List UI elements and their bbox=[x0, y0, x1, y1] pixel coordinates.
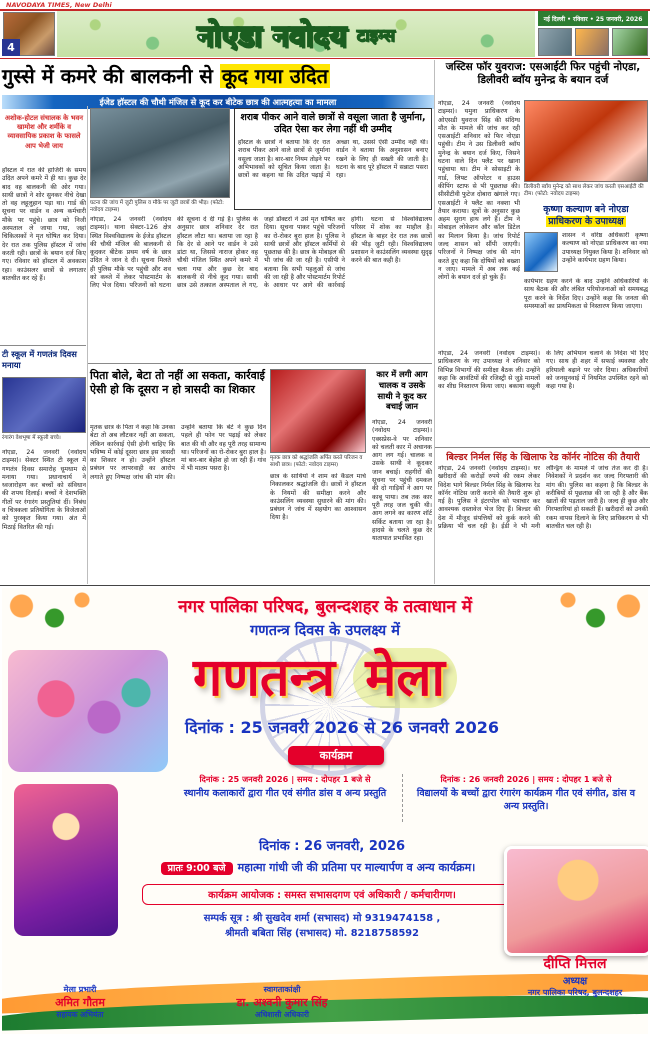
justice-photo bbox=[524, 100, 648, 182]
brand-line: NAVODAYA TIMES, New Delhi bbox=[6, 1, 112, 9]
justice-headline: जस्टिस फॉर युवराज: एसआईटी फिर पहुंची नोएडा, डिलीवरी ब्वॉय मुनेन्द्र के बयान दर्ज bbox=[445, 61, 641, 87]
section-divider-mid bbox=[88, 363, 432, 364]
chairperson-block bbox=[504, 954, 646, 998]
signatory-mid bbox=[202, 984, 362, 1020]
builder-headline: बिल्डर निर्मल सिंह के खिलाफ रेड कॉर्नर नोटिस की तैयारी bbox=[446, 452, 640, 463]
program-day1-text: स्थानीय कलाकारों द्वारा गीत एवं संगीत डांस व अन्य प्रस्तुति bbox=[183, 788, 387, 799]
school-caption: रंगारंग वेशभूषा में स्कूली बच्चे। bbox=[2, 435, 61, 441]
registration-group-1 bbox=[24, 1035, 42, 1043]
masthead-thumb-1 bbox=[538, 28, 572, 56]
masthead-subtitle: टाइम्स bbox=[356, 25, 396, 46]
chairperson-role: अध्यक्ष bbox=[562, 976, 588, 987]
advertisement bbox=[2, 588, 648, 1034]
krishna-headline bbox=[524, 204, 648, 228]
masthead-thumb-2 bbox=[575, 28, 609, 56]
masthead-rule bbox=[0, 58, 650, 59]
ad-program-badge: कार्यक्रम bbox=[288, 746, 384, 765]
krishna-photo bbox=[524, 232, 558, 272]
ad-day2-time-badge: प्रातः 9:00 बजे bbox=[161, 862, 233, 875]
program-day1 bbox=[174, 774, 396, 800]
right-column-body: नोएडा, 24 जनवरी (नवोदय टाइम्स)। प्राधिकरण के नए उपाध्यक्ष ने शनिवार को विभिन्न विभागों की समीक्षा बैठक ली। उन्होंने कहा कि आवंटियों की रजिस्ट्री से जुड़े मामलों का शीघ्र निस्तारण किया जाए। बकाया वसूली के लिए अभियान चलाने के निर्देश भी दिए गए। साथ ही शहर में सफाई व्यवस्था और हरियाली बढ़ाने पर जोर दिया। अधिकारियों को जनसुनवाई में नियमित उपस्थित रहने को कहा गया है। bbox=[438, 350, 648, 391]
column-rule-right bbox=[434, 60, 435, 584]
krishna-body-2: कार्यभार ग्रहण करने के बाद उन्होंने अधिकारियों के साथ बैठक की और लंबित परियोजनाओं को समयबद्ध पूरा करने के निर्देश दिए। उन्होंने कहा कि जनता की समस्याओं का प्राथमिकता से निस्तारण किया जाएगा। bbox=[524, 278, 648, 310]
registration-group-3 bbox=[305, 1035, 332, 1043]
lead-subhead-bar: ईजेड हॉस्टल की चौथी मंजिल से कूद कर बीटेक छात्र की आत्महत्या का मामला bbox=[2, 95, 434, 109]
ad-organizer-line: नगर पालिका परिषद, बुलन्दशहर के तत्वाधान में bbox=[178, 597, 472, 617]
memorial-caption: मृतक छात्र को श्रद्धांजलि अर्पित करते परिजन व साथी छात्र। (फोटो: नवोदय टाइम्स) bbox=[270, 455, 363, 468]
masthead-title: नोएडा नवोदय bbox=[196, 18, 347, 54]
krishna-body: शासन ने वरिष्ठ अधिकारी कृष्णा कल्याण को नोएडा प्राधिकरण का नया उपाध्यक्ष नियुक्त किया है। शनिवार को उन्होंने कार्यभार ग्रहण किया। bbox=[562, 232, 648, 264]
ad-organizer-box: कार्यक्रम आयोजक : समस्त सभासदगण एवं अधिकारी / कर्मचारीगण। bbox=[142, 884, 522, 905]
ad-day2-row bbox=[98, 856, 538, 875]
school-body: नोएडा, 24 जनवरी (नवोदय टाइम्स)। सेक्टर स्थित टी स्कूल में गणतंत्र दिवस समारोह धूमधाम से मनाया गया। प्रधानाचार्य ने ध्वजारोहण कर बच्चों को संविधान की शपथ दिलाई। बच्चों ने देशभक्ति गीतों पर रंगारंग प्रस्तुतियां दीं। निबंध व चित्रकला प्रतियोगिता के विजेताओं को पुरस्कृत किया गया। अंत में मिठाई वितरित की गई। bbox=[2, 449, 86, 531]
rail-body: हॉस्टल में रात की हाजिरी के समय उदित अपने कमरे में ही था। कुछ देर बाद वह बालकनी की ओर गया। साथी छात्रों ने शोर सुनकर नीचे देखा तो वह लहूलुहान पड़ा था। गार्ड की सूचना पर वार्डन व अन्य कर्मचारी मौके पर पहुंचे। छात्र को निजी अस्पताल ले जाया गया, जहां चिकित्सकों ने मृत घोषित कर दिया। देर रात तक पुलिस हॉस्टल में जांच करती रही। छात्रों के बयान दर्ज किए गए। रविवार को हॉस्टल में अवकाश रहा। काउंसलर छात्रों से लगातार बातचीत कर रहे हैं। bbox=[2, 167, 86, 282]
car-body: नोएडा, 24 जनवरी (नवोदय टाइम्स)। एक्सप्रेस-वे पर शनिवार को चलती कार में अचानक आग लग गई। चालक व उसके साथी ने कूदकर जान बचाई। राहगीरों की सूचना पर पहुंची दमकल की दो गाड़ियों ने आग पर काबू पाया। तब तक कार पूरी तरह जल चुकी थी। आग लगने का कारण शॉर्ट सर्किट बताया जा रहा है। हादसे के चलते कुछ देर यातायात प्रभावित रहा। bbox=[372, 419, 432, 543]
ad-day2-text: महात्मा गांधी जी की प्रतिमा पर माल्यार्पण व अन्य कार्यक्रम। bbox=[237, 861, 476, 874]
top-strip bbox=[0, 0, 650, 11]
fine-box-body: हॉस्टल के छात्रों ने बताया कि देर रात शराब पीकर आने वाले छात्रों से जुर्माना वसूला जाता है। बार-बार नियम तोड़ने पर अभिभावकों को सूचित किया जाता है। छात्रों का कहना था कि उदित पढ़ाई में अच्छा था, उससे ऐसी उम्मीद नहीं थी। वार्डन ने बताया कि अनुशासन बनाए रखने के लिए ही सख्ती की जाती है। घटना के बाद पूरे हॉस्टल में सन्नाटा पसरा रहा। bbox=[238, 139, 428, 180]
ad-contact-line2: श्रीमती बबिता सिंह (सभासद) मो. 8218758592 bbox=[225, 927, 419, 939]
program-divider bbox=[402, 774, 403, 822]
school-headline: टी स्कूल में गणतंत्र दिवस मनाया bbox=[2, 349, 77, 370]
registration-group-5 bbox=[590, 1035, 617, 1043]
memorial-photo bbox=[270, 369, 366, 453]
registration-group-2 bbox=[150, 1035, 177, 1043]
rail-divider bbox=[0, 345, 86, 346]
lead-headline-highlight: कूद गया उदित bbox=[221, 64, 328, 88]
ad-divider bbox=[0, 585, 650, 586]
group-dance-photo bbox=[8, 650, 168, 772]
lead-headline-text: गुस्से में कमरे की बालकनी से bbox=[2, 64, 220, 88]
ad-contact bbox=[112, 912, 532, 941]
signatory-left-role: मेला प्रभारी bbox=[63, 985, 97, 994]
program-day2-date: दिनांक : 26 जनवरी 2026 | समय : दोपहर 1 बजे से bbox=[440, 774, 612, 784]
krishna-headline-line1: कृष्णा कल्याण बने नोएडा bbox=[543, 204, 629, 215]
signatory-mid-role: स्वागताकांक्षी bbox=[263, 985, 301, 994]
program-day1-date: दिनांक : 25 जनवरी 2026 | समय : दोपहर 1 बजे से bbox=[199, 774, 371, 784]
ad-day2-heading: दिनांक : 26 जनवरी, 2026 bbox=[258, 839, 406, 854]
justice-caption: डिलीवरी ब्वॉय मुनेन्द्र को साथ लेकर जांच करती एसआईटी की टीम। (फोटो: नवोदय टाइम्स) bbox=[524, 184, 644, 197]
ad-occasion-line: गणतन्त्र दिवस के उपलक्ष्य में bbox=[250, 623, 400, 639]
chairperson-name: दीप्ति मित्तल bbox=[543, 956, 607, 972]
registration-group-4 bbox=[470, 1035, 488, 1043]
fine-box-headline: शराब पीकर आने वाले छात्रों से वसूला जाता है जुर्माना, उदित ऐसा कर लेगा नहीं थी उम्मीद bbox=[240, 112, 426, 136]
crowd-photo bbox=[90, 108, 230, 198]
lead-headline bbox=[2, 62, 434, 92]
chairperson-org: नगर पालिका परिषद, बुलन्दशहर bbox=[527, 988, 623, 997]
signatory-mid-title: अधिशासी अधिकारी bbox=[255, 1010, 309, 1019]
dateline-bar: नई दिल्ली • रविवार • 25 जनवरी, 2026 bbox=[538, 11, 648, 26]
pita-headline: पिता बोले, बेटा तो नहीं आ सकता, कार्रवाई ऐसी हो कि दूसरा न हो त्रासदी का शिकार bbox=[90, 369, 265, 397]
pita-body-2: छात्र के साथियों ने शाम को कैंडल मार्च निकालकर श्रद्धांजलि दी। छात्रों ने हॉस्टल के नियमों की समीक्षा करने और काउंसलिंग व्यवस्था सुधारने की मांग की। प्रबंधन ने जांच में सहयोग का आश्वासन दिया है। bbox=[270, 473, 366, 522]
ad-contact-line1: सम्पर्क सूत्र : श्री सुखदेव शर्मा (सभासद) मो 9319474158 , bbox=[203, 913, 441, 924]
pita-body: मृतक छात्र के पिता ने कहा कि उनका बेटा तो अब लौटकर नहीं आ सकता, लेकिन कार्रवाई ऐसी होनी चाहिए कि भविष्य में कोई दूसरा छात्र इस त्रासदी का शिकार न हो। उन्होंने हॉस्टल प्रबंधन पर लापरवाही का आरोप लगाते हुए निष्पक्ष जांच की मांग की। उन्होंने बताया कि बेटे ने कुछ दिन पहले ही फोन पर पढ़ाई को लेकर बात की थी और वह पूरी तरह सामान्य था। परिजनों का रो-रोकर बुरा हाल है। मां बार-बार बेहोश हो जा रही हैं। गांव में भी मातम पसरा है। bbox=[90, 424, 266, 481]
signatory-left-name: अमित गौतम bbox=[55, 996, 105, 1009]
justice-body: नोएडा, 24 जनवरी (नवोदय टाइम्स)। यमुना प्राधिकरण के ओएसडी युवराज सिंह की संदिग्ध मौत के मामले की जांच कर रही एसआईटी शनिवार को फिर नोएडा पहुंची। टीम ने उस डिलीवरी ब्वॉय मुनेन्द्र के बयान दर्ज किए, जिसने घटना वाले दिन फ्लैट पर खाना पहुंचाया था। टीम ने सोसाइटी के गार्ड, लिफ्ट ऑपरेटर व हाउस कीपिंग स्टाफ से भी पूछताछ की। सीसीटीवी फुटेज दोबारा खंगाले गए। एसआईटी ने फ्लैट का नक्शा भी तैयार कराया। सूत्रों के अनुसार कुछ अहम सुराग हाथ लगे हैं। टीम ने मोबाइल लोकेशन और कॉल डिटेल का मिलान किया है। जांच रिपोर्ट जल्द शासन को सौंपी जाएगी। परिजनों ने निष्पक्ष जांच की मांग करते हुए कहा कि दोषियों को बख्शा न जाए। मामले में अब तक कई लोगों के बयान दर्ज हो चुके हैं। bbox=[438, 100, 520, 282]
program-day2 bbox=[410, 774, 642, 814]
rail-note: अशोक-होटल संचालक के भवन खामोश और शर्मीके व व्यावसायिक प्रकाश के फासले आप भेजी जाय bbox=[4, 114, 84, 150]
chairperson-photo bbox=[504, 846, 648, 956]
column-rule-left bbox=[87, 106, 88, 584]
fine-box bbox=[234, 108, 432, 210]
signatory-left bbox=[20, 984, 140, 1020]
masthead-thumb-3 bbox=[612, 28, 648, 56]
krishna-headline-highlight: प्राधिकरण के उपाध्यक्ष bbox=[548, 216, 624, 228]
program-day2-text: विद्यालयों के बच्चों द्वारा रंगारंग कार्यक्रम गीत एवं संगीत, डांस व अन्य प्रस्तुति। bbox=[416, 788, 636, 813]
ad-title-word1: गणतन्त्र bbox=[192, 648, 336, 708]
krishna-headline-line2 bbox=[524, 216, 648, 228]
ad-dates: दिनांक : 25 जनवरी 2026 से 26 जनवरी 2026 bbox=[185, 718, 499, 737]
registration-marks bbox=[0, 1035, 650, 1043]
crowd-photo-caption: घटना की जांच में जुटी पुलिस व मौके पर जुटी छात्रों की भीड़। (फोटो: नवोदय टाइम्स) bbox=[90, 200, 224, 213]
ad-title-word2: मेला bbox=[353, 648, 457, 708]
page-number-badge: 4 bbox=[2, 39, 20, 56]
builder-divider bbox=[435, 447, 650, 448]
signatory-left-title: सहायक अभियंता bbox=[56, 1010, 104, 1019]
masthead-banner bbox=[57, 11, 535, 57]
lead-body: नोएडा, 24 जनवरी (नवोदय टाइम्स)। थाना सेक्टर-126 क्षेत्र स्थित विश्वविद्यालय के ईजेड हॉस्टल की चौथी मंजिल की बालकनी से कूदकर बीटेक प्रथम वर्ष के छात्र उदित ने जान दे दी। सूचना मिलते ही पुलिस मौके पर पहुंची और शव को कब्जे में लेकर पोस्टमार्टम के लिए भेज दिया। परिजनों को घटना की सूचना दे दी गई है। पुलिस के अनुसार छात्र शनिवार देर रात हॉस्टल लौटा था। बताया जा रहा है कि देर से आने पर वार्डन ने उसे डांटा था, जिससे नाराज होकर वह चौथी मंजिल स्थित अपने कमरे में चला गया और कुछ देर बाद बालकनी से नीचे कूद गया। साथी छात्र उसे तत्काल अस्पताल ले गए, जहां डॉक्टरों ने उसे मृत घोषित कर दिया। सूचना पाकर पहुंचे परिजनों का रो-रोकर बुरा हाल है। पुलिस ने साथी छात्रों और हॉस्टल कर्मियों से पूछताछ की है। छात्र के मोबाइल की भी जांच की जा रही है। एसीपी ने बताया कि सभी पहलुओं से जांच की जा रही है और पोस्टमार्टम रिपोर्ट के आधार पर आगे की कार्रवाई होगी। घटना से विश्वविद्यालय परिसर में शोक का माहौल है। हॉस्टल के बाहर देर रात तक छात्रों की भीड़ जुटी रही। विश्वविद्यालय प्रशासन ने काउंसलिंग व्यवस्था सुदृढ़ करने की बात कही है। bbox=[90, 216, 432, 290]
masthead bbox=[0, 11, 650, 57]
signatory-mid-name: डा. अश्वनी कुमार सिंह bbox=[236, 996, 328, 1009]
school-photo bbox=[2, 377, 86, 433]
builder-body: नोएडा, 24 जनवरी (नवोदय टाइम्स)। घर खरीदारों की करोड़ों रुपये की रकम लेकर विदेश भागे बिल्डर निर्मल सिंह के खिलाफ रेड कॉर्नर नोटिस जारी कराने की तैयारी शुरू हो गई है। पुलिस ने इंटरपोल को पत्राचार कर आवश्यक दस्तावेज भेज दिए हैं। बिल्डर की देश में मौजूद संपत्तियों को कुर्क करने की प्रक्रिया भी चल रही है। ईडी ने भी मनी लॉन्ड्रिंग के मामले में जांच तेज कर दी है। निवेशकों ने प्रदर्शन कर जल्द गिरफ्तारी की मांग की। पुलिस का कहना है कि बिल्डर के करीबियों से पूछताछ की जा रही है और बैंक खातों की पड़ताल जारी है। जल्द ही कुछ और गिरफ्तारियां हो सकती हैं। खरीदारों को उनकी रकम वापस दिलाने के लिए प्राधिकरण से भी बातचीत चल रही है। bbox=[438, 465, 648, 531]
car-headline: कार में लगी आग चालक व उसके साथी ने कूद कर बचाई जान bbox=[376, 369, 428, 412]
